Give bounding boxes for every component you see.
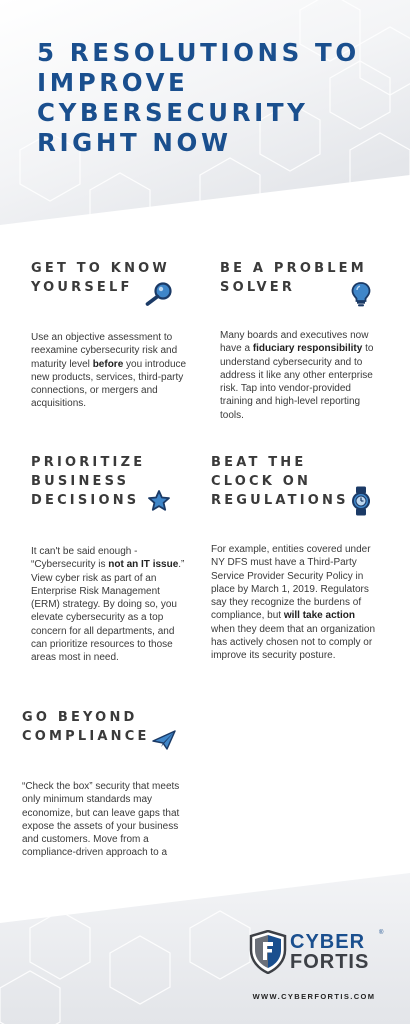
emphasis-text: will take action xyxy=(283,610,355,622)
body-text-run: Use an objective assessment to reexamine cybersecurity risk and maturity level xyxy=(31,332,178,370)
website-link[interactable]: WWW.CYBERFORTIS.COM xyxy=(252,992,376,1001)
section-heading-be-a-problem-solver: BE A PROBLEM SOLVER xyxy=(220,261,367,295)
section-heading-prioritize-business-decisions: PRIORITIZE BUSINESS DECISIONS xyxy=(31,455,146,508)
shield-icon xyxy=(249,930,287,974)
magnifier-icon xyxy=(145,282,173,306)
body-text-run: Many boards and executives now have a xyxy=(220,330,369,355)
body-text-run: .” View cyber risk as part of an Enterprise Risk Management (ERM) strategy. By doing so, you elevate cybersecurity as a top concern for all departments, and can prioritize resources to those areas most in need. xyxy=(31,559,185,664)
emphasis-text: fiduciary responsibility xyxy=(252,343,363,355)
section-body-prioritize-business-decisions xyxy=(31,545,191,665)
section-heading-go-beyond-compliance: GO BEYOND COMPLIANCE xyxy=(22,710,150,744)
body-text-run: For example, entities covered under NY DFS must have a Third-Party Service Provider Security Policy in place by March 1, 2019. Regulators say they recognize the burdens of compliance, but xyxy=(211,544,371,622)
body-text-run: to understand cybersecurity and to address it like any other enterprise risk. Tap into vendor-provided training and high-level reporting tools. xyxy=(220,343,374,421)
section-body-get-to-know-yourself xyxy=(31,331,191,411)
section-body-be-a-problem-solver xyxy=(220,329,382,422)
registered-mark: ® xyxy=(379,930,384,936)
logo-text-fortis: FORTIS xyxy=(290,951,370,973)
watch-icon xyxy=(352,486,370,516)
body-text-run: when they deem that an organization has actively chosen not to comply or improve its security posture. xyxy=(211,623,375,662)
section-heading-beat-the-clock-on-regulations: BEAT THE CLOCK ON REGULATIONS xyxy=(211,455,349,508)
emphasis-text: before xyxy=(92,358,124,370)
section-heading-get-to-know-yourself: GET TO KNOW YOURSELF xyxy=(31,261,170,295)
paper-plane-icon xyxy=(152,730,176,750)
cyberfortis-logo xyxy=(249,930,389,974)
body-text-run: “Check the box” security that meets only minimum standards may economize, but can leave gaps that expose the assets of your business and customers. Move from a compliance-driven approach to a xyxy=(22,781,180,859)
logo-text-cyber: CYBER xyxy=(290,931,366,953)
section-body-beat-the-clock-on-regulations xyxy=(211,543,376,663)
emphasis-text: not an IT issue xyxy=(108,559,179,571)
body-text-run: you introduce new products, services, third-party connections, or mergers and acquisitions. xyxy=(31,358,187,410)
page-title: 5 RESOLUTIONS TO IMPROVE CYBERSECURITY RIGHT NOW xyxy=(37,38,360,157)
body-text-run: It can't be said enough - “Cybersecurity is xyxy=(31,546,138,571)
lightbulb-icon xyxy=(351,281,371,308)
star-icon xyxy=(148,490,170,511)
